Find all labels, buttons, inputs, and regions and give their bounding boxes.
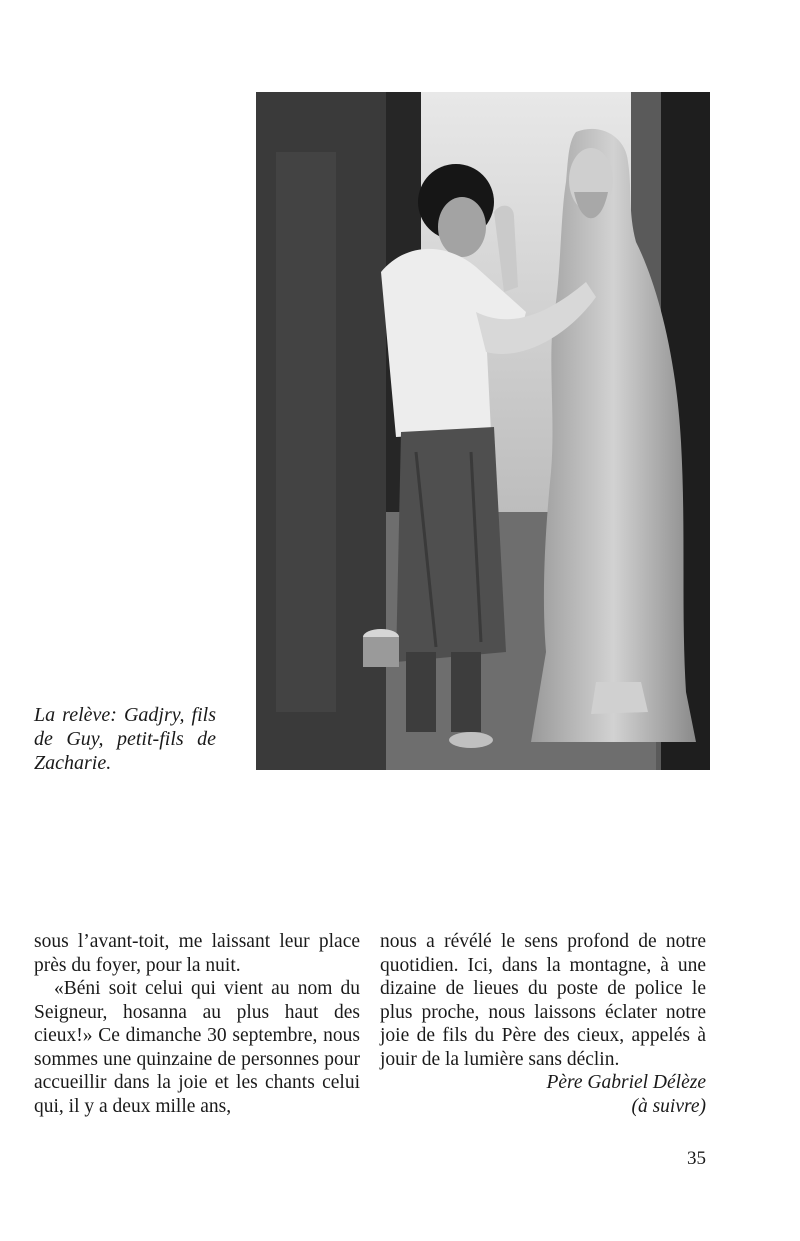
paragraph: «Béni soit celui qui vient au nom du Seigneur, hosanna au plus haut des cieux!» Ce dimanche 30 septembre, nous sommes une quinzaine de personnes pour accueillir dans la joie et les chants celui qui, il y a deux mille ans, <box>34 978 360 1117</box>
carving-photo <box>256 92 710 770</box>
article-right-column <box>380 930 706 1118</box>
paragraph: sous l’avant-toit, me laissant leur place près du foyer, pour la nuit. <box>34 931 360 976</box>
author-signature: Père Gabriel Délèze <box>546 1072 706 1093</box>
continuation-note: (à suivre) <box>631 1095 706 1117</box>
article-left-column <box>34 930 360 1118</box>
paragraph: nous a révélé le sens profond de notre quotidien. Ici, dans la montagne, à une dizaine de lieues du poste de police le plus proche, nous laissons éclater notre joie de fils du Père des cieux, appelés à jouir de la lumière sans déclin. <box>380 931 706 1070</box>
photo-caption: La relève: Gadjry, fils de Guy, petit-fils de Zacharie. <box>34 704 216 774</box>
carving-photo-icon <box>256 92 710 770</box>
page-number: 35 <box>687 1148 706 1169</box>
